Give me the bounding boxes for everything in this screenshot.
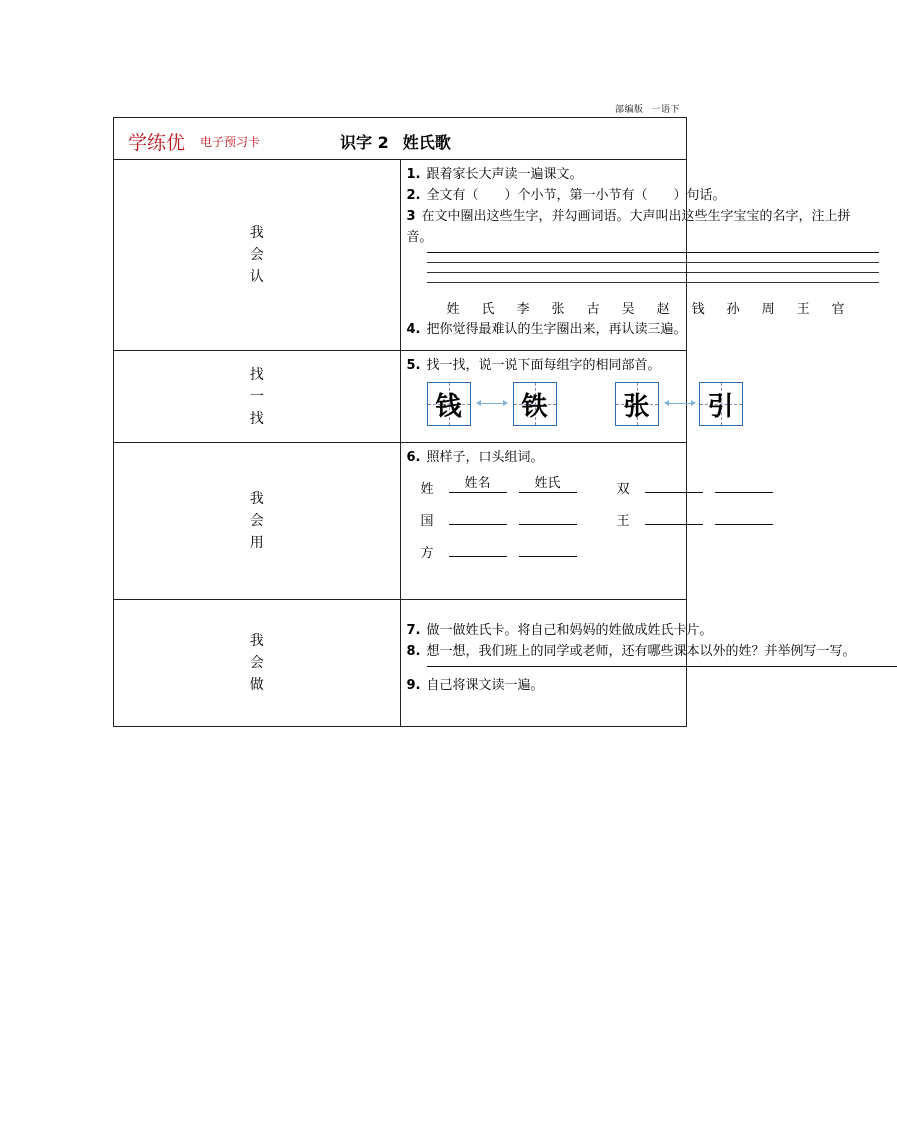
character: 古 [586, 302, 600, 317]
card-header [114, 118, 687, 160]
label-char: 做 [249, 677, 264, 693]
character: 姓 [446, 302, 460, 317]
item-text: 想一想，我们班上的同学或老师，还有哪些课本以外的姓？并举例写一写。 [426, 644, 856, 659]
edition: 部编版 [614, 105, 644, 115]
character: 孙 [726, 302, 740, 317]
character: 赵 [656, 302, 670, 317]
item-number: 6. [406, 450, 421, 465]
item-text: 在文中圈出这些生字，并勾画词语。大声叫出这些生字宝宝的名字，注上拼 [421, 209, 851, 224]
task-item [406, 206, 851, 227]
item-text: 全文有（ ）个小节，第一小节有（ ）句话。 [426, 188, 726, 203]
label-char: 会 [249, 513, 264, 529]
item-text: 把你觉得最难认的生字圈出来，再认读三遍。 [426, 322, 687, 337]
tianzige-box [699, 382, 743, 426]
box-character: 铁 [521, 391, 548, 422]
answer-blank[interactable]: 姓名 [449, 476, 507, 493]
double-arrow-icon [479, 403, 505, 404]
label-char: 我 [249, 633, 264, 649]
base-char: 国 [420, 514, 434, 529]
character: 周 [761, 302, 775, 317]
section-recognize [400, 160, 851, 351]
item-text: 跟着家长大声读一遍课文。 [426, 167, 583, 182]
task-item [406, 620, 713, 641]
character-list [446, 298, 845, 317]
item-number: 3 [406, 209, 416, 224]
tianzige-box [615, 382, 659, 426]
task-item [407, 447, 681, 468]
item-number: 7. [406, 623, 421, 638]
tianzige-box [427, 382, 471, 426]
task-item [406, 641, 856, 662]
section-label-use [114, 443, 401, 600]
task-item [406, 185, 726, 206]
task-item [407, 164, 681, 185]
section-label-recognize [114, 160, 401, 351]
word-building [407, 468, 681, 588]
answer-blank[interactable] [715, 508, 773, 525]
answer-blank[interactable] [519, 540, 577, 557]
character: 官 [831, 302, 845, 317]
box-character: 引 [707, 391, 734, 422]
box-character: 张 [623, 391, 650, 422]
item-text: 自己将课文读一遍。 [426, 678, 544, 693]
grade: 一语下 [651, 105, 680, 115]
task-item [406, 319, 687, 340]
label-char: 认 [249, 269, 264, 285]
task-item [407, 675, 681, 696]
character: 李 [516, 302, 530, 317]
item-number: 8. [406, 644, 421, 659]
lesson-title [340, 130, 451, 153]
item-text: 照样子，口头组词。 [426, 450, 544, 465]
section-find [400, 351, 734, 443]
answer-blank[interactable] [715, 476, 773, 493]
task-item-continued [407, 227, 681, 248]
answer-blank[interactable]: 姓氏 [519, 476, 577, 493]
item-number: 4. [406, 322, 421, 337]
label-char: 用 [249, 535, 264, 551]
item-text: 做一做姓氏卡。将自己和妈妈的姓做成姓氏卡片。 [426, 623, 713, 638]
brand-logo: 学练优 [128, 132, 186, 154]
item-number: 5. [406, 358, 421, 373]
section-label-find [114, 351, 401, 443]
section-use [400, 443, 687, 600]
item-number: 2. [406, 188, 421, 203]
base-char: 双 [616, 482, 630, 497]
label-char: 会 [249, 247, 264, 263]
item-number: 1. [406, 167, 421, 182]
label-char: 会 [249, 655, 264, 671]
label-char: 找 [249, 410, 264, 427]
answer-line[interactable] [427, 666, 897, 673]
item-text: 音。 [406, 230, 433, 245]
double-arrow-icon [667, 403, 693, 404]
character: 吴 [621, 302, 635, 317]
character: 王 [796, 302, 810, 317]
brand-subtitle: 电子预习卡 [200, 135, 261, 149]
character: 钱 [691, 302, 705, 317]
character-pairs [407, 376, 734, 436]
item-text: 找一找，说一说下面每组字的相同部首。 [426, 358, 661, 373]
section-label-do [114, 600, 401, 727]
character: 氏 [481, 302, 495, 317]
lesson-name: 姓氏歌 [402, 133, 451, 152]
tianzige-box [513, 382, 557, 426]
label-char: 一 [249, 388, 264, 405]
label-char: 找 [249, 366, 264, 383]
base-char: 姓 [420, 482, 434, 497]
preview-card [113, 117, 856, 727]
base-char: 王 [616, 514, 630, 529]
base-char: 方 [420, 546, 434, 561]
label-char: 我 [249, 491, 264, 507]
answer-blank[interactable] [519, 508, 577, 525]
section-do [400, 600, 856, 727]
answer-blank[interactable] [645, 476, 703, 493]
task-item [407, 355, 681, 376]
box-character: 钱 [435, 391, 462, 422]
character: 张 [551, 302, 565, 317]
label-char: 我 [249, 225, 264, 241]
pinyin-lines[interactable] [427, 252, 879, 292]
answer-blank[interactable] [449, 508, 507, 525]
item-number: 9. [406, 678, 421, 693]
lesson-number: 识字 2 [340, 133, 389, 152]
answer-blank[interactable] [449, 540, 507, 557]
edition-label [607, 102, 680, 115]
answer-blank[interactable] [645, 508, 703, 525]
